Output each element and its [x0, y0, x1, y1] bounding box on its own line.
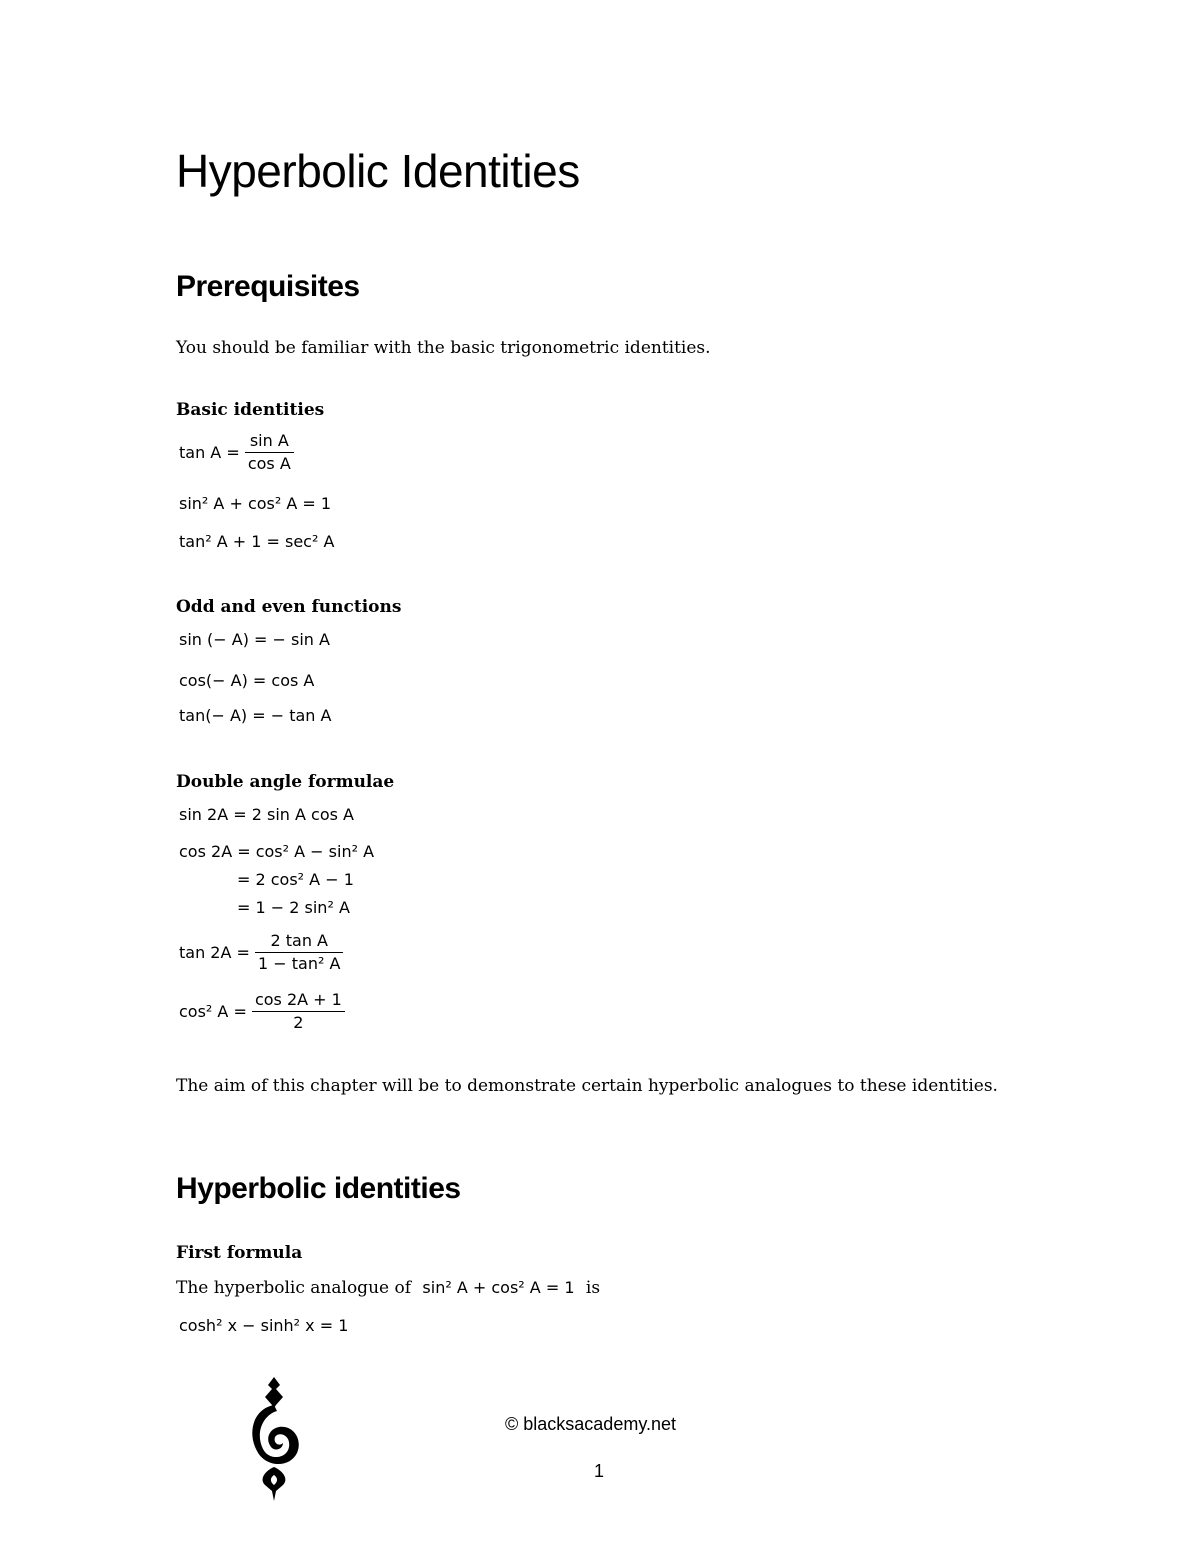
- cos-double-angle-2: = 2 cos² A − 1: [237, 870, 354, 889]
- tan-odd-identity: tan(− A) = − tan A: [179, 706, 332, 725]
- tan-double-angle-lhs: tan 2A =: [179, 943, 250, 962]
- secant-identity: tan² A + 1 = sec² A: [179, 532, 335, 551]
- tan-double-angle-numerator: 2 tan A: [255, 930, 343, 953]
- cos-squared-denominator: 2: [293, 1013, 304, 1032]
- page-title: Hyperbolic Identities: [176, 145, 580, 197]
- cos-double-angle-1: cos 2A = cos² A − sin² A: [179, 842, 375, 861]
- first-formula-intro: [176, 1278, 600, 1298]
- tan-identity: [179, 430, 294, 475]
- pythagorean-identity: sin² A + cos² A = 1: [179, 494, 332, 513]
- cos-squared-numerator: cos 2A + 1: [252, 989, 345, 1012]
- cos-squared-fraction: [252, 989, 345, 1034]
- hyperbolic-identities-heading: Hyperbolic identities: [176, 1172, 461, 1205]
- tan-identity-fraction: [245, 430, 294, 475]
- cos-double-angle-3: = 1 − 2 sin² A: [237, 898, 350, 917]
- double-angle-heading: Double angle formulae: [176, 772, 395, 792]
- ornamental-knot-logo-icon: [243, 1375, 305, 1503]
- tan-double-angle-denominator: 1 − tan² A: [258, 954, 341, 973]
- cosh-sinh-identity: cosh² x − sinh² x = 1: [179, 1316, 349, 1335]
- prerequisites-intro: You should be familiar with the basic trigonometric identities.: [176, 338, 711, 358]
- tan-identity-numerator: sin A: [245, 430, 294, 453]
- aim-paragraph: The aim of this chapter will be to demonstrate certain hyperbolic analogues to these identities.: [176, 1076, 998, 1096]
- copyright-footer: © blacksacademy.net: [505, 1414, 677, 1434]
- odd-even-heading: Odd and even functions: [176, 597, 402, 617]
- tan-identity-lhs: tan A =: [179, 443, 240, 462]
- cos-even-identity: cos(− A) = cos A: [179, 671, 315, 690]
- tan-identity-denominator: cos A: [247, 454, 291, 473]
- first-formula-intro-equation: sin² A + cos² A = 1: [422, 1278, 575, 1297]
- tan-double-angle: [179, 930, 343, 975]
- sin-odd-identity: sin (− A) = − sin A: [179, 630, 330, 649]
- page-number: 1: [594, 1461, 605, 1481]
- cos-squared-lhs: cos² A =: [179, 1002, 247, 1021]
- sin-double-angle: sin 2A = 2 sin A cos A: [179, 805, 354, 824]
- first-formula-heading: First formula: [176, 1243, 303, 1263]
- prerequisites-heading: Prerequisites: [176, 270, 360, 303]
- tan-double-angle-fraction: [255, 930, 343, 975]
- first-formula-intro-text: The hyperbolic analogue of: [176, 1278, 412, 1298]
- first-formula-intro-is: is: [585, 1278, 601, 1298]
- cos-squared-identity: [179, 989, 345, 1034]
- basic-identities-heading: Basic identities: [176, 400, 325, 420]
